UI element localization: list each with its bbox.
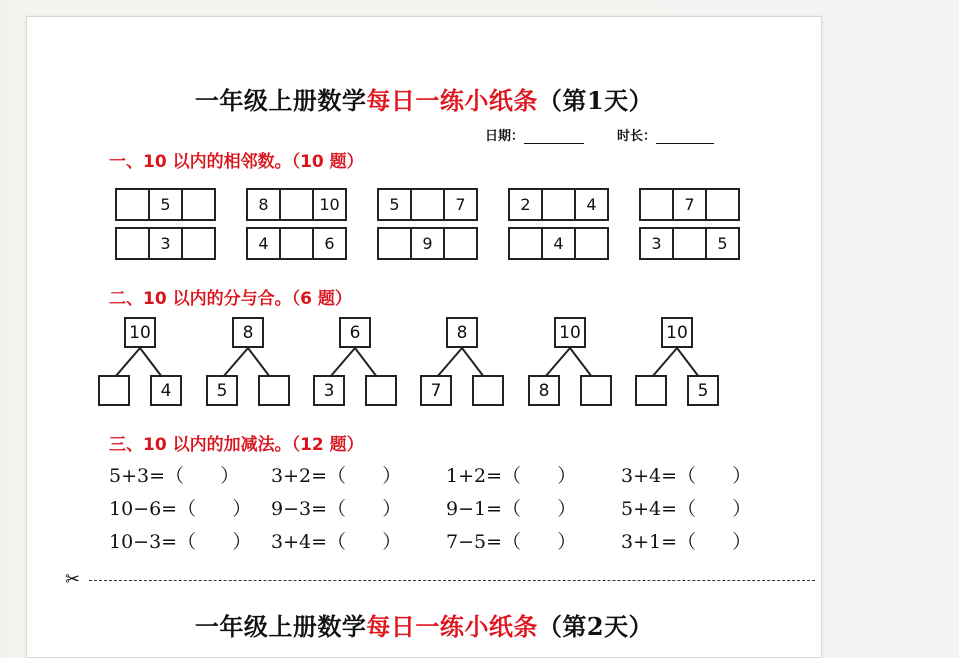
tree-part-box: 3 xyxy=(313,375,345,406)
date-field xyxy=(485,125,584,144)
given-number-box: 5 xyxy=(705,227,740,260)
tree-total-box: 10 xyxy=(124,317,156,348)
answer-blank-box xyxy=(541,188,576,221)
answer-blank-box xyxy=(410,188,445,221)
duration-blank xyxy=(656,131,714,144)
answer-blank-box xyxy=(181,227,216,260)
answer-blank-box xyxy=(115,227,150,260)
number-bond-tree xyxy=(528,317,612,409)
branch-line xyxy=(115,348,140,377)
tree-total-box: 6 xyxy=(339,317,371,348)
answer-blank-box xyxy=(639,188,674,221)
answer-blank-box xyxy=(580,375,612,406)
arithmetic-problem: 10−6=（ ） xyxy=(109,498,252,520)
answer-blank-box xyxy=(377,227,412,260)
arithmetic-problem: 9−1=（ ） xyxy=(446,498,577,520)
arithmetic-problem: 10−3=（ ） xyxy=(109,531,252,553)
title-red-part: 每日一练小纸条 xyxy=(366,612,538,641)
branch-line xyxy=(462,348,484,377)
arithmetic-problem: 5+4=（ ） xyxy=(621,498,752,520)
title-day-part: （第1天） xyxy=(537,86,654,115)
number-bond-tree xyxy=(313,317,397,409)
arithmetic-problem: 3+2=（ ） xyxy=(271,465,402,487)
branch-line xyxy=(677,348,699,377)
adjacent-number-group xyxy=(377,227,478,260)
branch-line xyxy=(545,348,570,377)
adjacent-number-group xyxy=(246,188,347,221)
adjacent-number-group xyxy=(377,188,478,221)
answer-blank-box xyxy=(365,375,397,406)
tree-part-box: 8 xyxy=(528,375,560,406)
arithmetic-problem: 5+3=（ ） xyxy=(109,465,240,487)
branch-line xyxy=(652,348,677,377)
dashed-divider xyxy=(89,580,815,581)
given-number-box: 4 xyxy=(246,227,281,260)
cut-line xyxy=(65,569,815,590)
answer-blank-box xyxy=(705,188,740,221)
title-red-part: 每日一练小纸条 xyxy=(366,86,538,115)
arithmetic-problem: 9−3=（ ） xyxy=(271,498,402,520)
answer-blank-box xyxy=(508,227,543,260)
answer-blank-box xyxy=(635,375,667,406)
adjacent-number-group xyxy=(639,188,740,221)
given-number-box: 9 xyxy=(410,227,445,260)
adjacent-number-group xyxy=(508,188,609,221)
scissors-icon: ✂ xyxy=(65,569,81,590)
number-bond-tree xyxy=(635,317,719,409)
section-1-heading: 一、10 以内的相邻数。（10 题） xyxy=(109,152,364,172)
adjacent-number-group xyxy=(246,227,347,260)
date-label: 日期： xyxy=(485,129,525,144)
given-number-box: 8 xyxy=(246,188,281,221)
answer-blank-box xyxy=(115,188,150,221)
given-number-box: 3 xyxy=(639,227,674,260)
day1-title xyxy=(27,81,821,116)
adjacent-number-group xyxy=(115,188,216,221)
tree-total-box: 8 xyxy=(446,317,478,348)
number-bond-tree xyxy=(206,317,290,409)
title-black-part: 一年级上册数学 xyxy=(194,612,367,641)
arithmetic-problem: 7−5=（ ） xyxy=(446,531,577,553)
given-number-box: 5 xyxy=(148,188,183,221)
answer-blank-box xyxy=(672,227,707,260)
worksheet-page xyxy=(26,16,822,658)
answer-blank-box xyxy=(98,375,130,406)
branch-line xyxy=(330,348,355,377)
branch-line xyxy=(437,348,462,377)
duration-field xyxy=(617,125,714,144)
tree-part-box: 7 xyxy=(420,375,452,406)
arithmetic-problem: 3+1=（ ） xyxy=(621,531,752,553)
branch-line xyxy=(248,348,270,377)
given-number-box: 2 xyxy=(508,188,543,221)
arithmetic-problem: 3+4=（ ） xyxy=(621,465,752,487)
tree-total-box: 8 xyxy=(232,317,264,348)
answer-blank-box xyxy=(258,375,290,406)
answer-blank-box xyxy=(574,227,609,260)
branch-line xyxy=(355,348,377,377)
section-2-heading: 二、10 以内的分与合。（6 题） xyxy=(109,289,352,309)
title-day-part: （第2天） xyxy=(537,612,654,641)
duration-label: 时长： xyxy=(617,129,657,144)
given-number-box: 4 xyxy=(574,188,609,221)
tree-part-box: 4 xyxy=(150,375,182,406)
date-blank xyxy=(524,131,584,144)
section-3-heading: 三、10 以内的加减法。（12 题） xyxy=(109,435,364,455)
number-bond-tree xyxy=(420,317,504,409)
adjacent-number-group xyxy=(508,227,609,260)
given-number-box: 7 xyxy=(443,188,478,221)
tree-part-box: 5 xyxy=(687,375,719,406)
tree-total-box: 10 xyxy=(661,317,693,348)
answer-blank-box xyxy=(279,188,314,221)
answer-blank-box xyxy=(472,375,504,406)
title-black-part: 一年级上册数学 xyxy=(194,86,367,115)
given-number-box: 7 xyxy=(672,188,707,221)
given-number-box: 5 xyxy=(377,188,412,221)
arithmetic-problem: 1+2=（ ） xyxy=(446,465,577,487)
branch-line xyxy=(140,348,162,377)
given-number-box: 3 xyxy=(148,227,183,260)
answer-blank-box xyxy=(181,188,216,221)
given-number-box: 4 xyxy=(541,227,576,260)
given-number-box: 10 xyxy=(312,188,347,221)
arithmetic-problem: 3+4=（ ） xyxy=(271,531,402,553)
given-number-box: 6 xyxy=(312,227,347,260)
adjacent-number-group xyxy=(115,227,216,260)
tree-total-box: 10 xyxy=(554,317,586,348)
branch-line xyxy=(570,348,592,377)
adjacent-number-group xyxy=(639,227,740,260)
tree-part-box: 5 xyxy=(206,375,238,406)
answer-blank-box xyxy=(279,227,314,260)
number-bond-tree xyxy=(98,317,182,409)
branch-line xyxy=(223,348,248,377)
day2-title xyxy=(27,607,821,642)
answer-blank-box xyxy=(443,227,478,260)
